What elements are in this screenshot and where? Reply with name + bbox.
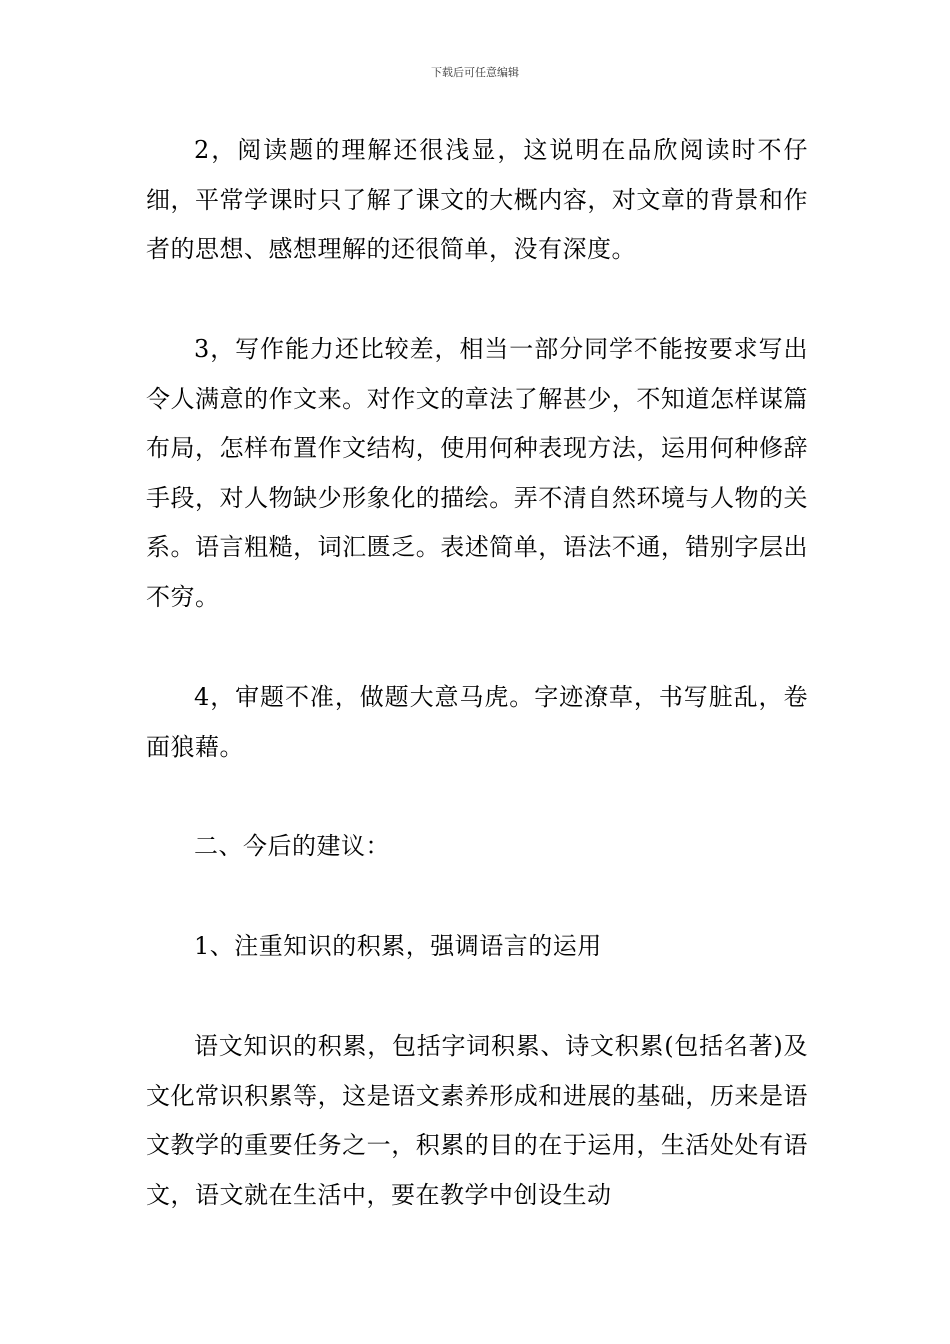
paragraph-writing-ability: 3，写作能力还比较差，相当一部分同学不能按要求写出令人满意的作文来。对作文的章法了解甚少，不知道怎样谋篇布局，怎样布置作文结构，使用何种表现方法，运用何种修辞手段，对人物缺少形象化的描绘。弄不清自然环境与人物的关系。语言粗糙，词汇匮乏。表述简单，语法不通，错别字层出不穷。 <box>146 335 808 611</box>
paragraph-knowledge-accumulation: 语文知识的积累，包括字词积累、诗文积累(包括名著)及文化常识积累等，这是语文素养形成和进展的基础，历来是语文教学的重要任务之一，积累的目的在于运用，生活处处有语文，语文就在生活中，要在教学中创设生动 <box>146 1032 808 1209</box>
paragraph-question-reading: 4，审题不准，做题大意马虎。字迹潦草，书写脏乱，卷面狼藉。 <box>146 683 808 761</box>
section-heading-suggestions: 二、今后的建议： <box>194 832 390 860</box>
subheading-knowledge-accumulation: 1、注重知识的积累，强调语言的运用 <box>194 932 602 960</box>
page-header: 下载后可任意编辑 <box>431 66 519 79</box>
paragraph-reading-comprehension: 2，阅读题的理解还很浅显，这说明在品欣阅读时不仔细，平常学课时只了解了课文的大概内容，对文章的背景和作者的思想、感想理解的还很简单，没有深度。 <box>146 136 808 264</box>
